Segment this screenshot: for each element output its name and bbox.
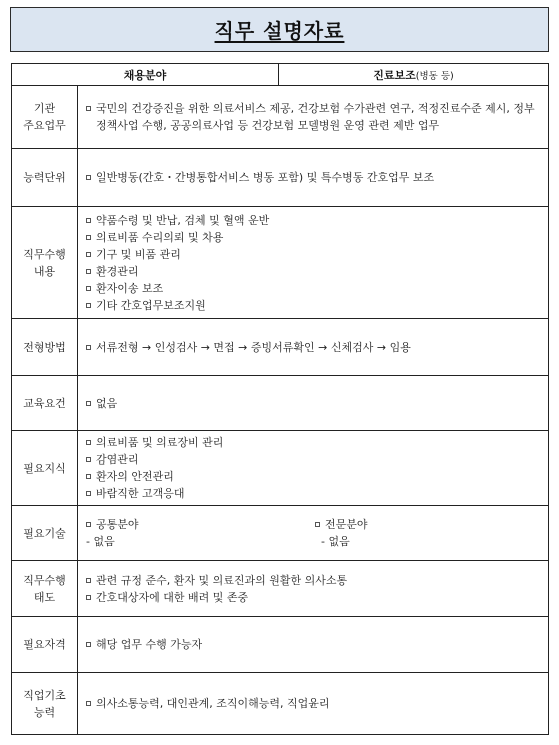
- skills-columns: [84, 516, 542, 550]
- list-item: 의사소통능력, 대인관계, 조직이해능력, 직업윤리: [84, 695, 542, 712]
- row-content: [78, 617, 549, 673]
- row-content: [78, 673, 549, 735]
- bullet-icon: [86, 345, 91, 350]
- list-item: 약품수령 및 반납, 검체 및 혈액 운반: [84, 212, 542, 229]
- row-content: [78, 149, 549, 207]
- row-label: 능력단위: [12, 149, 78, 207]
- header-row: [12, 64, 549, 86]
- row-label: 필요지식: [12, 431, 78, 506]
- bullet-icon: [86, 642, 91, 647]
- field-value: 진료보조: [373, 68, 416, 82]
- row-education: [12, 376, 549, 431]
- bullet-icon: [86, 491, 91, 496]
- list-item: 관련 규정 준수, 환자 및 의료진과의 원활한 의사소통: [84, 572, 542, 589]
- bullet-icon: [315, 522, 320, 527]
- list-item: 감염관리: [84, 451, 542, 468]
- bullet-icon: [86, 440, 91, 445]
- row-basic: [12, 673, 549, 735]
- row-competency: [12, 149, 549, 207]
- bullet-icon: [86, 252, 91, 257]
- page-title: 직무 설명자료: [214, 19, 345, 43]
- list-item: 서류전형 → 인성검사 → 면접 → 증빙서류확인 → 신체검사 → 임용: [84, 339, 542, 356]
- row-label: 전형방법: [12, 319, 78, 376]
- field-label-cell: [12, 64, 279, 86]
- page-title-box: [10, 7, 549, 52]
- row-content: [78, 506, 549, 561]
- row-org: [12, 86, 549, 149]
- skills-special: 전문분야 - 없음: [313, 516, 542, 550]
- list-item: 해당 업무 수행 가능자: [84, 636, 542, 653]
- list-item: 일반병동(간호・간병통합서비스 병동 포함) 및 특수병동 간호업무 보조: [84, 169, 542, 186]
- row-label: 직업기초 능력: [12, 673, 78, 735]
- row-knowledge: [12, 431, 549, 506]
- bullet-icon: [86, 106, 91, 111]
- bullet-icon: [86, 235, 91, 240]
- list-item: 환자의 안전관리: [84, 468, 542, 485]
- bullet-icon: [86, 474, 91, 479]
- list-item: 의료비품 및 의료장비 관리: [84, 434, 542, 451]
- row-content: [78, 207, 549, 319]
- bullet-icon: [86, 701, 91, 706]
- list-item: 환자이송 보조: [84, 280, 542, 297]
- bullet-icon: [86, 286, 91, 291]
- bullet-icon: [86, 218, 91, 223]
- row-label: 필요기술: [12, 506, 78, 561]
- field-label: 채용분야: [123, 68, 167, 82]
- job-description-table: [11, 63, 549, 735]
- field-value-note: (병동 등): [415, 70, 454, 82]
- row-label: 교육요건: [12, 376, 78, 431]
- field-value-cell: [279, 64, 549, 86]
- row-label: 기관 주요업무: [12, 86, 78, 149]
- row-content: [78, 86, 549, 149]
- bullet-icon: [86, 303, 91, 308]
- row-label: 필요자격: [12, 617, 78, 673]
- list-item: 기타 간호업무보조지원: [84, 297, 542, 314]
- list-item: 간호대상자에 대한 배려 및 존중: [84, 589, 542, 606]
- list-item: 기구 및 비품 관리: [84, 246, 542, 263]
- bullet-icon: [86, 457, 91, 462]
- row-selection: [12, 319, 549, 376]
- bullet-icon: [86, 578, 91, 583]
- row-content: [78, 431, 549, 506]
- row-content: [78, 319, 549, 376]
- row-skills: [12, 506, 549, 561]
- bullet-icon: [86, 595, 91, 600]
- row-label: 직무수행 태도: [12, 561, 78, 617]
- bullet-icon: [86, 269, 91, 274]
- list-item: 없음: [84, 395, 542, 412]
- row-attitude: [12, 561, 549, 617]
- row-duties: [12, 207, 549, 319]
- bullet-icon: [86, 401, 91, 406]
- bullet-icon: [86, 175, 91, 180]
- list-item: 의료비품 수리의뢰 및 차용: [84, 229, 542, 246]
- skills-common: 공통분야 - 없음: [86, 518, 139, 548]
- row-qualification: [12, 617, 549, 673]
- list-item: 국민의 건강증진을 위한 의료서비스 제공, 건강보험 수가관련 연구, 적정진료수준 제시, 정부 정책사업 수행, 공공의료사업 등 건강보험 모델병원 운영 관련 제반 업무: [84, 100, 542, 134]
- list-item: 바람직한 고객응대: [84, 485, 542, 502]
- list-item: 환경관리: [84, 263, 542, 280]
- row-label: 직무수행 내용: [12, 207, 78, 319]
- bullet-icon: [86, 522, 91, 527]
- row-content: [78, 561, 549, 617]
- row-content: [78, 376, 549, 431]
